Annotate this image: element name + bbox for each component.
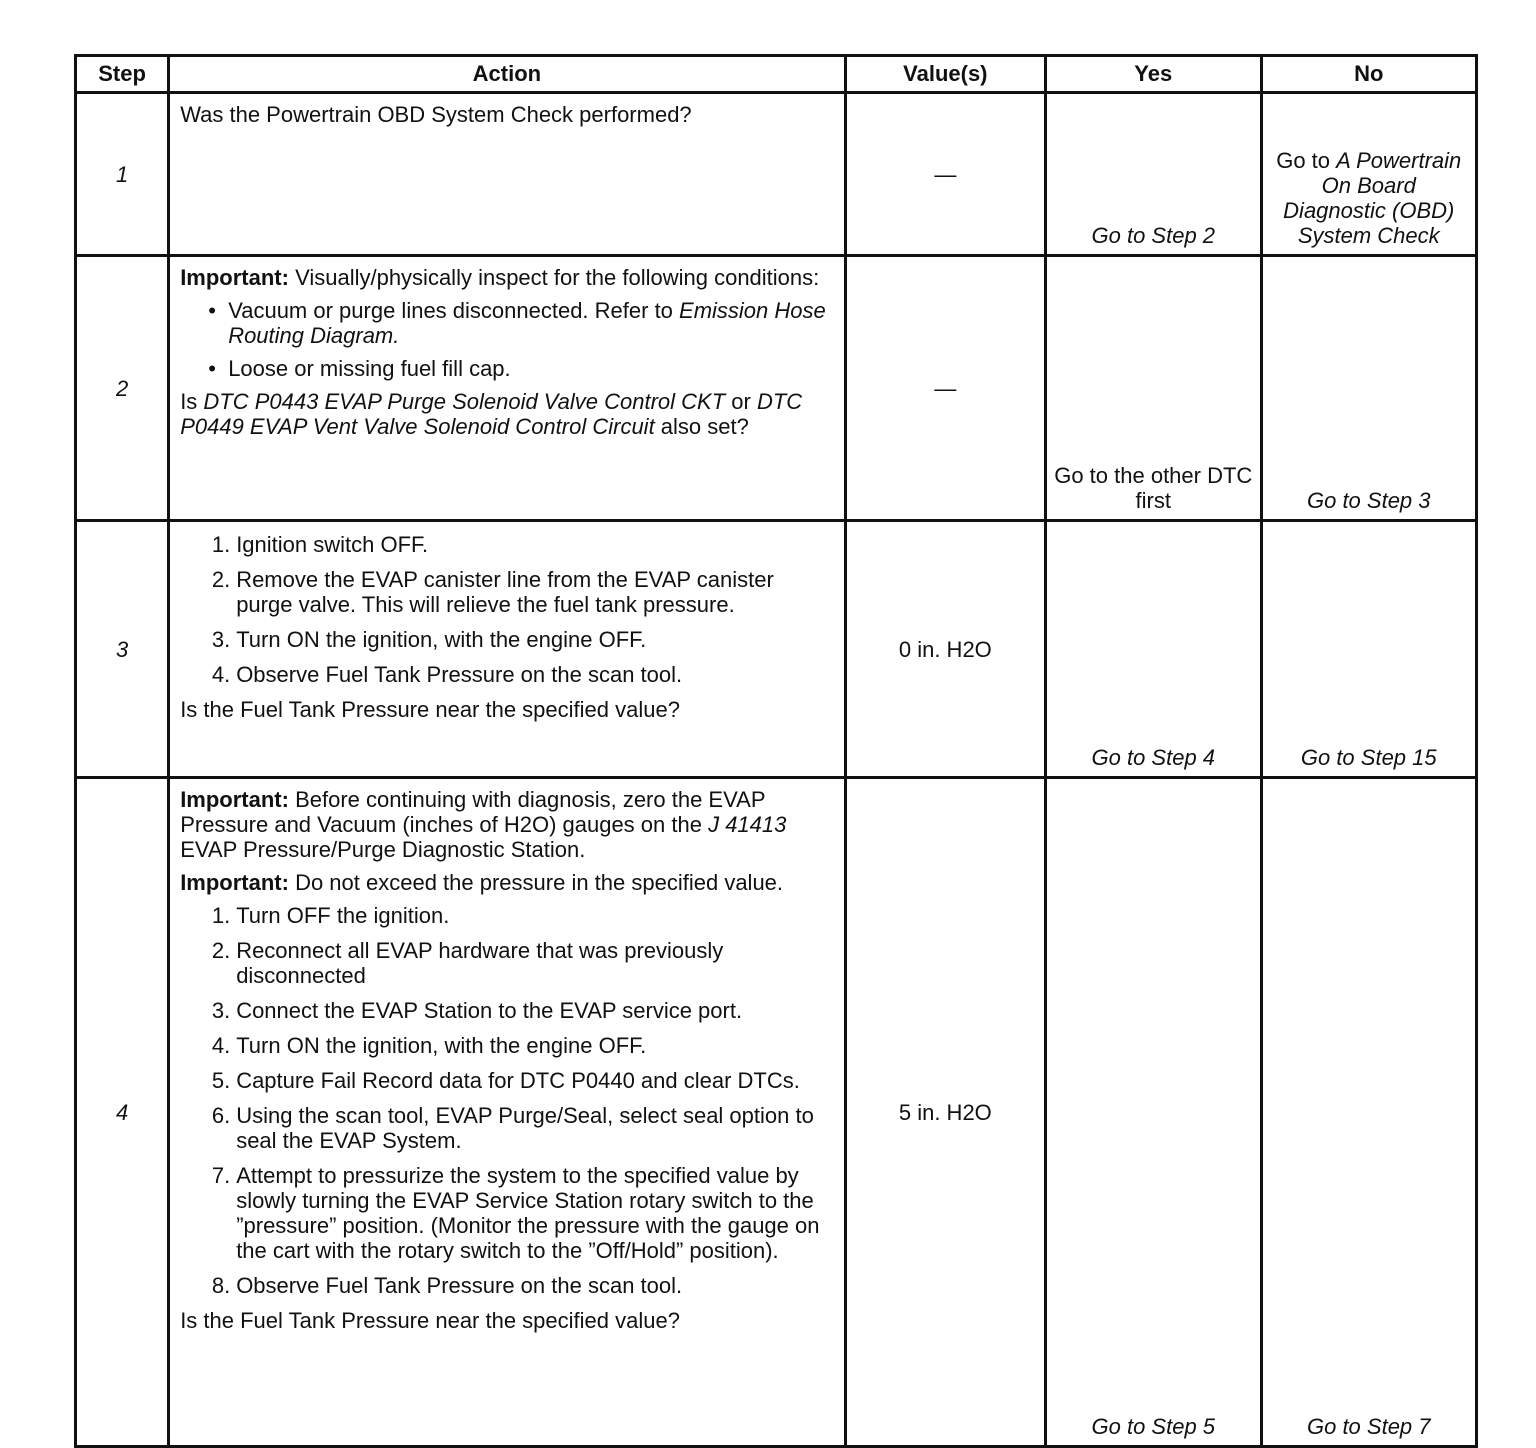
dtc-reference: DTC P0449 EVAP Vent Valve Solenoid Control Circuit: [180, 389, 803, 439]
value-cell: 5 in. H2O: [845, 778, 1045, 1447]
list-item: 6. Using the scan tool, EVAP Purge/Seal, select seal option to seal the EVAP System.: [211, 1103, 814, 1153]
list-item: • Vacuum or purge lines disconnected. Refer to Emission Hose Routing Diagram.: [208, 298, 826, 348]
value-cell: —: [845, 93, 1045, 256]
procedure-list: [180, 903, 833, 1298]
list-item: 4. Observe Fuel Tank Pressure on the scan tool.: [211, 662, 683, 687]
step-number: 1: [76, 93, 169, 256]
no-cell: Go to Step 7: [1261, 778, 1477, 1447]
condition-text: Loose or missing fuel fill cap.: [228, 356, 511, 381]
condition-reference: Emission Hose Routing Diagram.: [228, 298, 826, 348]
list-item: 2. Remove the EVAP canister line from the EVAP canister purge valve. This will relieve the fuel tank pressure.: [211, 567, 774, 617]
value-cell: —: [845, 256, 1045, 521]
header-no: No: [1261, 56, 1477, 93]
table-row: [76, 521, 1477, 778]
yes-cell: Go to Step 2: [1046, 93, 1261, 256]
action-question: Is the Fuel Tank Pressure near the specified value?: [180, 1308, 680, 1333]
table-row: [76, 778, 1477, 1447]
important-text: Visually/physically inspect for the following conditions:: [288, 265, 820, 290]
no-cell: Go to Step 3: [1261, 256, 1477, 521]
step-number: 4: [76, 778, 169, 1447]
action-question: Is the Fuel Tank Pressure near the specified value?: [180, 697, 680, 722]
header-step: Step: [76, 56, 169, 93]
list-item: 5. Capture Fail Record data for DTC P0440 and clear DTCs.: [211, 1068, 800, 1093]
important-note: [180, 265, 833, 290]
list-item: 3. Connect the EVAP Station to the EVAP service port.: [211, 998, 743, 1023]
list-item: 3. Turn ON the ignition, with the engine OFF.: [211, 627, 647, 652]
list-item: • Loose or missing fuel fill cap.: [208, 356, 511, 381]
table-row: [76, 93, 1477, 256]
action-cell: [169, 521, 845, 778]
important-note: Important: Before continuing with diagnosis, zero the EVAP Pressure and Vacuum (inches of H2O) gauges on the J 41413 EVAP Pressure/Purge Diagnostic Station.: [180, 787, 787, 862]
list-item: 7. Attempt to pressurize the system to the specified value by slowly turning the EVAP Service Station rotary switch to the ”pressure” position. (Monitor the pressure with the gauge on the cart with the rotary switch to the ”Off/Hold” position).: [211, 1163, 820, 1263]
action-cell: [169, 256, 845, 521]
list-item: 1. Ignition switch OFF.: [211, 532, 429, 557]
table-row: [76, 256, 1477, 521]
yes-cell: Go to the other DTC first: [1046, 256, 1261, 521]
value-cell: 0 in. H2O: [845, 521, 1045, 778]
condition-text: Vacuum or purge lines disconnected. Refer to: [228, 298, 680, 323]
action-question: Is DTC P0443 EVAP Purge Solenoid Valve Control CKT or DTC P0449 EVAP Vent Valve Solenoid Control Circuit also set?: [180, 389, 803, 439]
yes-cell: Go to Step 4: [1046, 521, 1261, 778]
dtc-reference: DTC P0443 EVAP Purge Solenoid Valve Control CKT: [203, 389, 726, 414]
list-item: 1. Turn OFF the ignition.: [211, 903, 450, 928]
no-reference: A Powertrain On Board Diagnostic (OBD) System Check: [1283, 148, 1462, 248]
no-cell: [1261, 93, 1477, 256]
list-item: 4. Turn ON the ignition, with the engine OFF.: [211, 1033, 647, 1058]
procedure-list: [180, 532, 833, 687]
yes-cell: Go to Step 5: [1046, 778, 1261, 1447]
step-number: 3: [76, 521, 169, 778]
condition-list: [180, 298, 833, 381]
header-action: Action: [169, 56, 845, 93]
diagnostic-table-sheet: [74, 54, 1478, 1448]
tool-reference: J 41413: [708, 812, 787, 837]
action-cell: [169, 93, 845, 256]
important-note: Important: Do not exceed the pressure in the specified value.: [180, 870, 784, 895]
list-item: 8. Observe Fuel Tank Pressure on the scan tool.: [211, 1273, 683, 1298]
important-label: Important:: [180, 265, 289, 290]
list-item: 2. Reconnect all EVAP hardware that was previously disconnected: [211, 938, 724, 988]
diagnostic-table: [74, 54, 1478, 1448]
header-values: Value(s): [845, 56, 1045, 93]
header-yes: Yes: [1046, 56, 1261, 93]
action-cell: [169, 778, 845, 1447]
no-prefix: Go to: [1276, 148, 1337, 173]
no-cell: Go to Step 15: [1261, 521, 1477, 778]
header-row: [76, 56, 1477, 93]
action-question: Was the Powertrain OBD System Check performed?: [180, 102, 692, 127]
step-number: 2: [76, 256, 169, 521]
